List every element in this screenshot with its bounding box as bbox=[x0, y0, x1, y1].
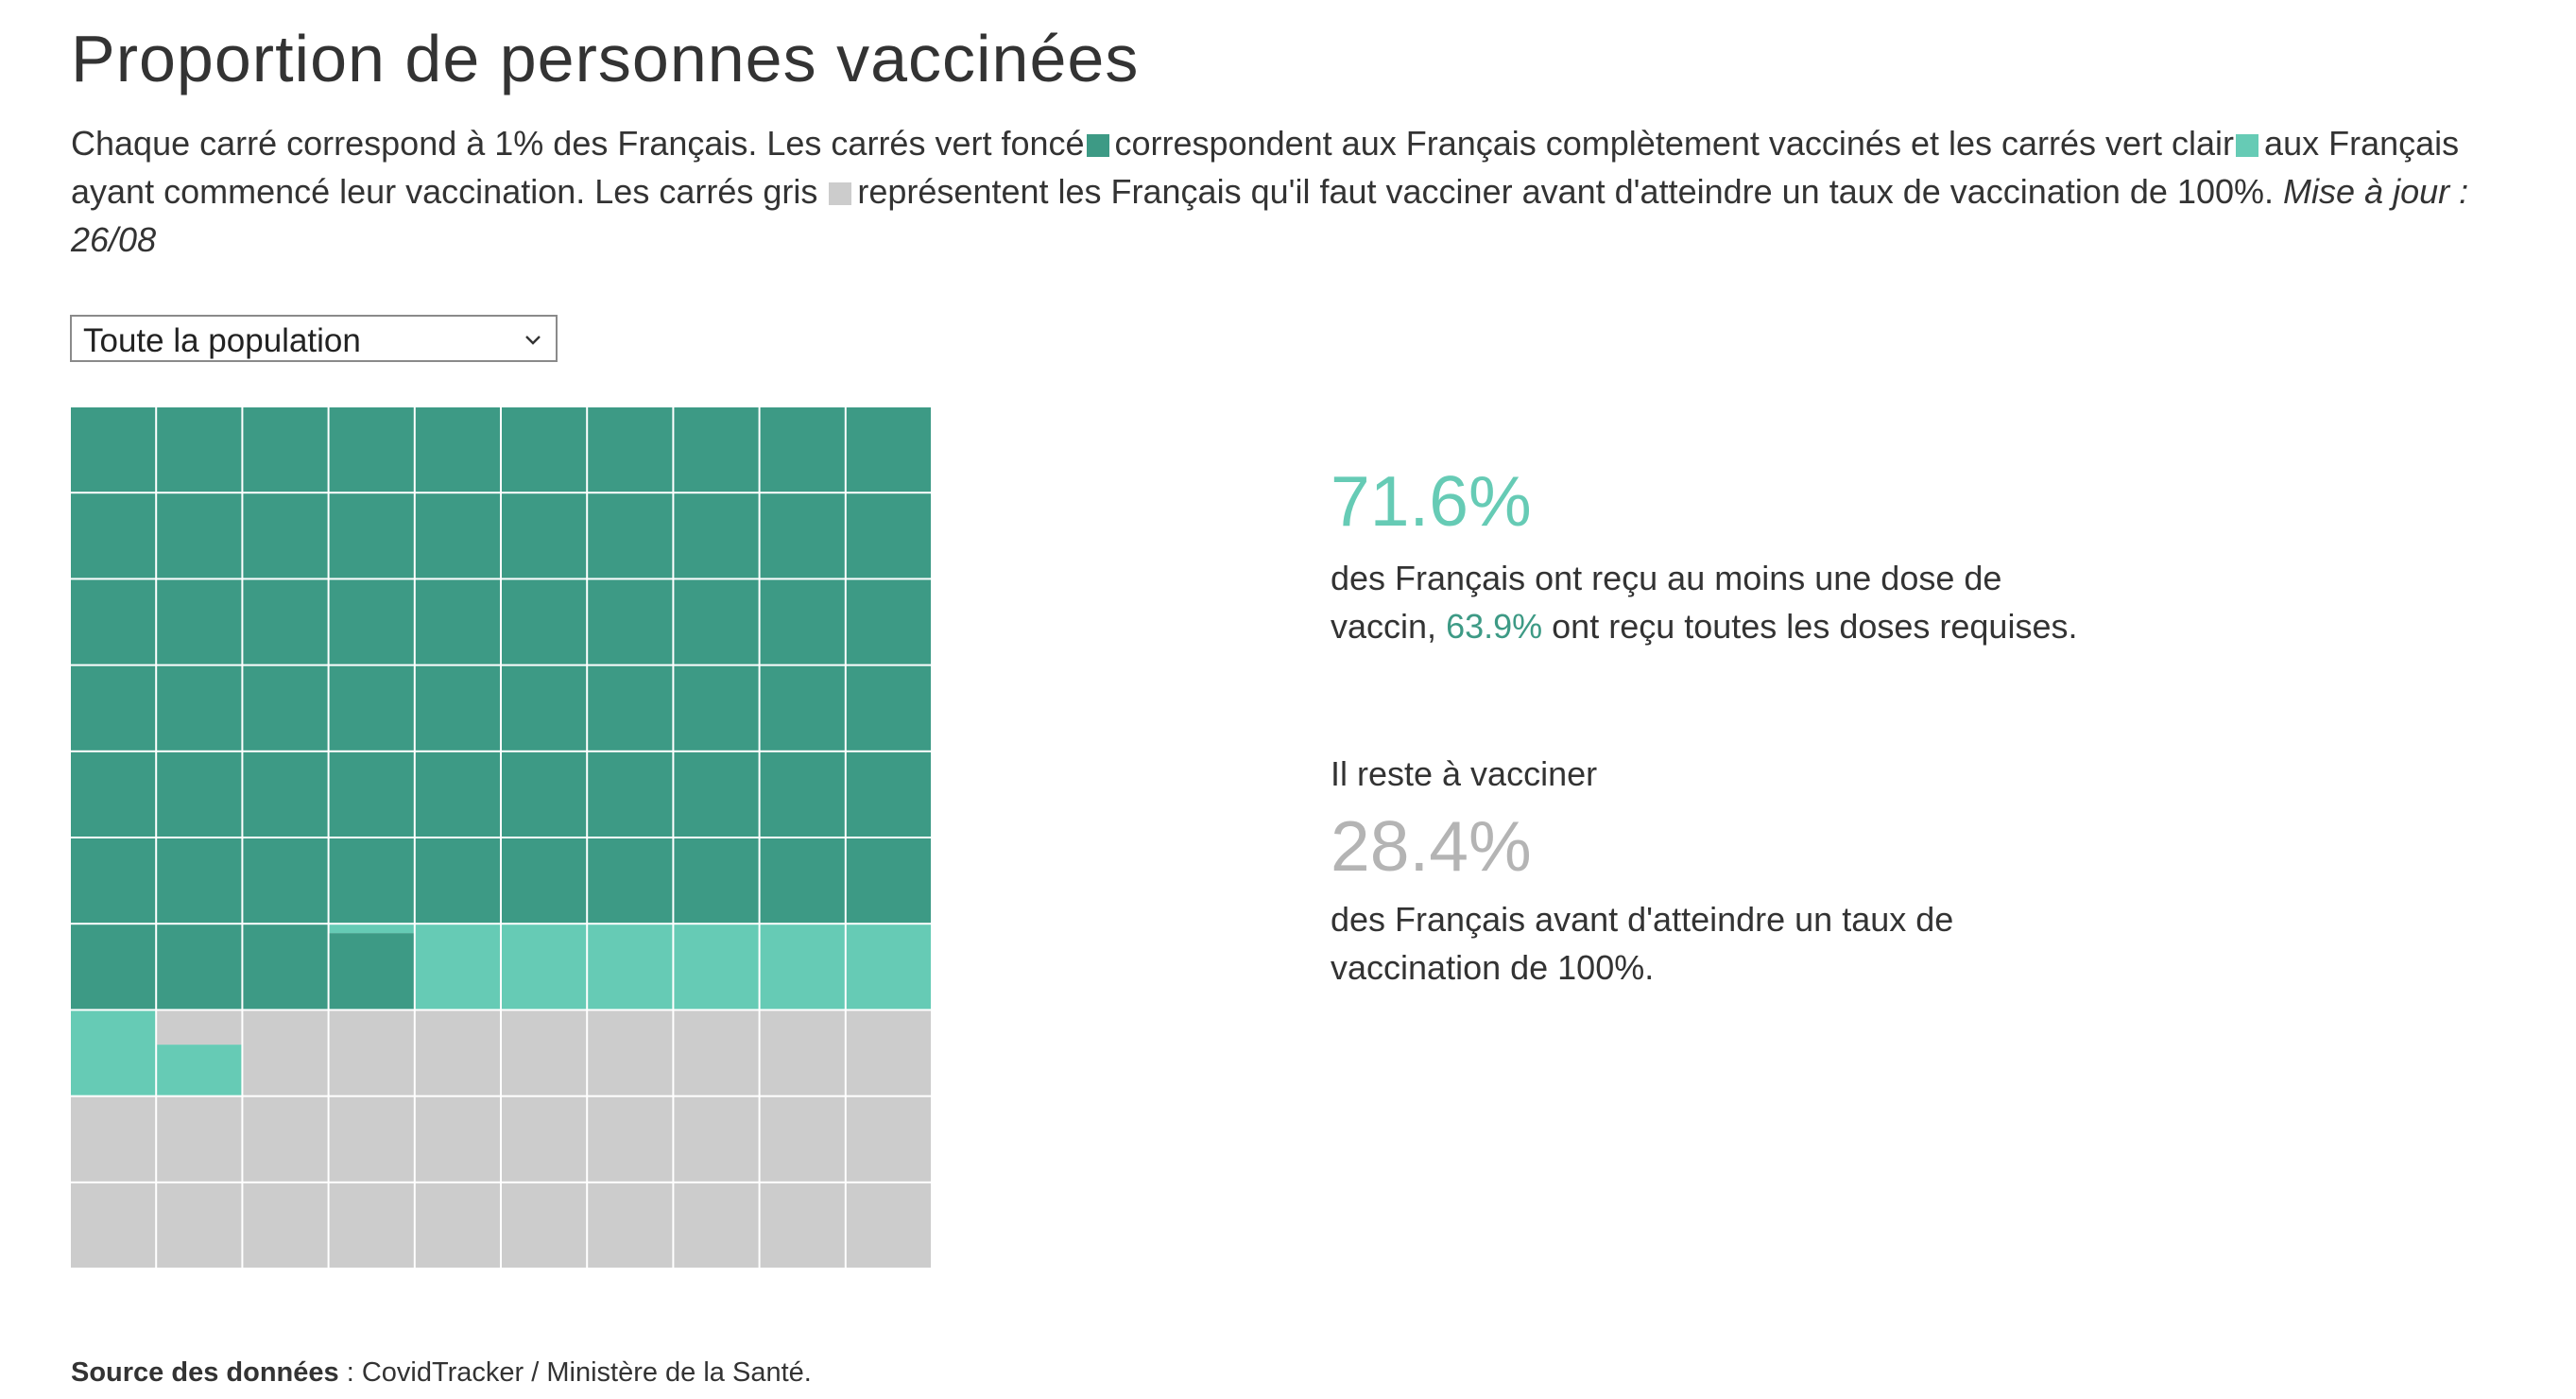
at-least-one-dose-text-1: des Français ont reçu au moins une dose de vaccin, bbox=[1331, 559, 2002, 646]
chevron-down-icon bbox=[522, 328, 544, 351]
waffle-cell-fill bbox=[157, 493, 241, 578]
waffle-cell bbox=[157, 1097, 241, 1182]
waffle-cell bbox=[502, 1010, 586, 1095]
waffle-cell bbox=[243, 1010, 327, 1095]
waffle-cell-fill bbox=[761, 924, 845, 1009]
waffle-cell bbox=[761, 924, 845, 1009]
waffle-cell bbox=[71, 579, 155, 664]
waffle-cell bbox=[761, 1010, 845, 1095]
waffle-cell-fill bbox=[674, 493, 758, 578]
source-label: Source des données bbox=[71, 1357, 339, 1388]
waffle-cell-fill bbox=[157, 1097, 241, 1182]
waffle-cell-fill bbox=[243, 407, 327, 492]
waffle-cell bbox=[674, 407, 758, 492]
waffle-cell bbox=[330, 838, 414, 923]
fully-vaccinated-pct: 63.9% bbox=[1446, 607, 1543, 646]
waffle-cell-fill bbox=[243, 838, 327, 923]
waffle-cell bbox=[330, 924, 414, 1009]
waffle-cell-fill bbox=[416, 579, 500, 664]
waffle-cell-fill bbox=[588, 579, 672, 664]
intro-part-4: représentent les Français qu'il faut vacciner avant d'atteindre un taux de vaccination de 100%. bbox=[857, 172, 2275, 211]
waffle-cell-fill bbox=[330, 1010, 414, 1095]
waffle-cell bbox=[588, 407, 672, 492]
waffle-cell-fill bbox=[761, 1097, 845, 1182]
waffle-cell bbox=[847, 579, 931, 664]
waffle-cell bbox=[502, 1097, 586, 1182]
gray-swatch-icon bbox=[829, 182, 851, 205]
waffle-cell bbox=[71, 752, 155, 837]
waffle-cell-fill bbox=[243, 493, 327, 578]
waffle-cell-fill bbox=[157, 666, 241, 751]
waffle-cell-fill bbox=[502, 579, 586, 664]
waffle-cell-fill bbox=[157, 838, 241, 923]
waffle-cell-fill bbox=[674, 752, 758, 837]
waffle-cell bbox=[847, 838, 931, 923]
waffle-cell-fill bbox=[416, 1183, 500, 1268]
waffle-cell-fill bbox=[502, 752, 586, 837]
remaining-pct: 28.4% bbox=[1331, 806, 1532, 886]
intro-part-2: correspondent aux Français complètement vaccinés et les carrés vert clair bbox=[1114, 124, 2235, 163]
waffle-cell-fill bbox=[71, 838, 155, 923]
waffle-cell bbox=[674, 1183, 758, 1268]
waffle-cell-fill bbox=[761, 666, 845, 751]
waffle-cell bbox=[761, 752, 845, 837]
update-date: Mise à jour : 26/08 bbox=[71, 172, 2469, 259]
waffle-cell-fill bbox=[71, 1183, 155, 1268]
waffle-cell-fill bbox=[588, 1183, 672, 1268]
waffle-cell-fill bbox=[157, 1045, 241, 1096]
waffle-cell-fill bbox=[847, 407, 931, 492]
waffle-cell-fill bbox=[71, 666, 155, 751]
waffle-cell-fill bbox=[157, 1183, 241, 1268]
source-text: : CovidTracker / Ministère de la Santé. bbox=[338, 1357, 812, 1388]
waffle-cell-fill bbox=[847, 493, 931, 578]
waffle-cell bbox=[330, 1010, 414, 1095]
waffle-cell bbox=[416, 579, 500, 664]
intro-text bbox=[71, 119, 2528, 264]
waffle-cell bbox=[674, 666, 758, 751]
waffle-cell-fill bbox=[243, 924, 327, 1009]
waffle-cell-fill bbox=[330, 752, 414, 837]
waffle-cell-fill bbox=[416, 1097, 500, 1182]
waffle-cell bbox=[674, 752, 758, 837]
waffle-cell-fill bbox=[330, 493, 414, 578]
waffle-cell-fill bbox=[243, 666, 327, 751]
waffle-cell-fill bbox=[674, 666, 758, 751]
waffle-cell-fill bbox=[416, 407, 500, 492]
waffle-cell bbox=[243, 1183, 327, 1268]
waffle-cell bbox=[847, 1183, 931, 1268]
waffle-cell-fill bbox=[588, 1010, 672, 1095]
waffle-cell bbox=[502, 579, 586, 664]
waffle-cell-fill bbox=[502, 1010, 586, 1095]
waffle-cell-fill bbox=[71, 1097, 155, 1182]
waffle-cell bbox=[416, 838, 500, 923]
waffle-cell-fill bbox=[761, 579, 845, 664]
waffle-cell bbox=[157, 407, 241, 492]
waffle-cell bbox=[761, 493, 845, 578]
waffle-cell-fill bbox=[761, 838, 845, 923]
waffle-cell bbox=[157, 752, 241, 837]
waffle-cell-fill bbox=[416, 924, 500, 1009]
waffle-cell-fill bbox=[330, 838, 414, 923]
waffle-cell-fill bbox=[847, 924, 931, 1009]
waffle-cell bbox=[157, 666, 241, 751]
waffle-cell bbox=[157, 838, 241, 923]
waffle-cell bbox=[847, 666, 931, 751]
waffle-cell bbox=[243, 1097, 327, 1182]
waffle-cell bbox=[71, 924, 155, 1009]
waffle-cell-fill bbox=[847, 1183, 931, 1268]
waffle-cell bbox=[502, 1183, 586, 1268]
waffle-cell bbox=[243, 666, 327, 751]
waffle-cell-fill bbox=[588, 407, 672, 492]
waffle-cell bbox=[243, 493, 327, 578]
waffle-cell bbox=[761, 1183, 845, 1268]
waffle-cell bbox=[71, 493, 155, 578]
waffle-cell-fill bbox=[416, 666, 500, 751]
waffle-cell bbox=[71, 1183, 155, 1268]
waffle-cell-fill bbox=[761, 752, 845, 837]
waffle-cell-fill bbox=[761, 1183, 845, 1268]
waffle-cell-fill bbox=[674, 1097, 758, 1182]
waffle-cell-fill bbox=[71, 1010, 155, 1095]
waffle-cell bbox=[674, 493, 758, 578]
waffle-cell bbox=[71, 666, 155, 751]
waffle-cell bbox=[502, 752, 586, 837]
waffle-cell bbox=[330, 1183, 414, 1268]
waffle-cell bbox=[416, 752, 500, 837]
waffle-cell-fill bbox=[243, 752, 327, 837]
waffle-cell-fill bbox=[157, 752, 241, 837]
waffle-cell-fill bbox=[157, 579, 241, 664]
waffle-cell bbox=[330, 666, 414, 751]
waffle-cell bbox=[243, 407, 327, 492]
waffle-cell bbox=[416, 924, 500, 1009]
waffle-cell bbox=[674, 1010, 758, 1095]
waffle-cell-fill bbox=[330, 1097, 414, 1182]
waffle-cell bbox=[588, 1010, 672, 1095]
population-select[interactable] bbox=[70, 315, 558, 362]
waffle-cell bbox=[761, 579, 845, 664]
waffle-cell-fill bbox=[243, 579, 327, 664]
waffle-cell-fill bbox=[330, 666, 414, 751]
waffle-cell bbox=[330, 1097, 414, 1182]
waffle-cell-fill bbox=[330, 1183, 414, 1268]
waffle-cell-fill bbox=[502, 407, 586, 492]
waffle-cell bbox=[847, 924, 931, 1009]
waffle-cell bbox=[674, 579, 758, 664]
waffle-cell-fill bbox=[416, 838, 500, 923]
waffle-cell-fill bbox=[71, 579, 155, 664]
at-least-one-dose-text-2: ont reçu toutes les doses requises. bbox=[1552, 607, 2078, 646]
waffle-cell-fill bbox=[330, 579, 414, 664]
waffle-cell-fill bbox=[416, 752, 500, 837]
waffle-cell-fill bbox=[761, 493, 845, 578]
waffle-cell-fill bbox=[674, 838, 758, 923]
waffle-cell bbox=[674, 838, 758, 923]
waffle-cell bbox=[674, 1097, 758, 1182]
waffle-cell-fill bbox=[588, 752, 672, 837]
waffle-cell-fill bbox=[502, 1183, 586, 1268]
waffle-cell bbox=[502, 407, 586, 492]
waffle-cell bbox=[416, 1097, 500, 1182]
waffle-cell bbox=[674, 924, 758, 1009]
waffle-cell bbox=[588, 1097, 672, 1182]
waffle-cell bbox=[71, 407, 155, 492]
waffle-cell-fill bbox=[330, 924, 414, 933]
waffle-cell-fill bbox=[243, 1097, 327, 1182]
waffle-cell-fill bbox=[416, 493, 500, 578]
waffle-cell bbox=[416, 407, 500, 492]
waffle-cell-fill bbox=[71, 752, 155, 837]
waffle-cell bbox=[71, 838, 155, 923]
remaining-label: Il reste à vacciner bbox=[1331, 754, 1598, 793]
waffle-cell-fill bbox=[243, 1010, 327, 1095]
waffle-cell bbox=[502, 666, 586, 751]
waffle-cell bbox=[502, 924, 586, 1009]
waffle-cell bbox=[157, 1183, 241, 1268]
waffle-cell bbox=[243, 579, 327, 664]
at-least-one-dose-text bbox=[1331, 554, 2105, 650]
waffle-cell bbox=[330, 752, 414, 837]
waffle-cell-fill bbox=[674, 924, 758, 1009]
waffle-cell bbox=[157, 579, 241, 664]
waffle-cell bbox=[157, 924, 241, 1009]
waffle-cell bbox=[157, 493, 241, 578]
waffle-cell-fill bbox=[157, 1010, 241, 1045]
waffle-cell bbox=[847, 1097, 931, 1182]
remaining-text: des Français avant d'atteindre un taux de vaccination de 100%. bbox=[1331, 900, 1954, 987]
waffle-cell bbox=[847, 407, 931, 492]
waffle-cell bbox=[588, 838, 672, 923]
waffle-cell bbox=[847, 752, 931, 837]
waffle-cell bbox=[847, 1010, 931, 1095]
waffle-cell-fill bbox=[502, 666, 586, 751]
waffle-cell-fill bbox=[847, 1010, 931, 1095]
waffle-cell-fill bbox=[674, 1183, 758, 1268]
waffle-cell-fill bbox=[330, 933, 414, 1009]
waffle-cell bbox=[71, 1097, 155, 1182]
light-green-swatch-icon bbox=[2236, 134, 2258, 157]
waffle-cell-fill bbox=[502, 493, 586, 578]
waffle-cell bbox=[761, 1097, 845, 1182]
waffle-cell-fill bbox=[588, 666, 672, 751]
waffle-cell-fill bbox=[588, 493, 672, 578]
page-title: Proportion de personnes vaccinées bbox=[71, 22, 1140, 95]
waffle-cell bbox=[588, 493, 672, 578]
waffle-cell bbox=[157, 1010, 241, 1095]
waffle-cell-fill bbox=[588, 924, 672, 1009]
waffle-cell bbox=[330, 579, 414, 664]
waffle-cell bbox=[588, 752, 672, 837]
waffle-cell bbox=[330, 407, 414, 492]
waffle-cell bbox=[761, 666, 845, 751]
waffle-cell bbox=[761, 838, 845, 923]
waffle-cell bbox=[847, 493, 931, 578]
waffle-cell-fill bbox=[674, 579, 758, 664]
waffle-cell-fill bbox=[761, 1010, 845, 1095]
waffle-cell-fill bbox=[157, 924, 241, 1009]
waffle-cell-fill bbox=[847, 838, 931, 923]
waffle-cell bbox=[416, 666, 500, 751]
waffle-cell-fill bbox=[502, 838, 586, 923]
waffle-cell bbox=[761, 407, 845, 492]
dark-green-swatch-icon bbox=[1087, 134, 1109, 157]
waffle-cell bbox=[588, 924, 672, 1009]
source-line bbox=[71, 1357, 812, 1389]
intro-part-3: aux Français ayant commencé leur vaccination. Les carrés gris bbox=[71, 124, 2460, 211]
waffle-cell-fill bbox=[71, 924, 155, 1009]
waffle-cell bbox=[71, 1010, 155, 1095]
waffle-cell-fill bbox=[416, 1010, 500, 1095]
waffle-cell-fill bbox=[847, 752, 931, 837]
waffle-cell-fill bbox=[71, 493, 155, 578]
waffle-cell bbox=[243, 752, 327, 837]
waffle-cell-fill bbox=[588, 838, 672, 923]
waffle-cell bbox=[588, 666, 672, 751]
at-least-one-dose-pct: 71.6% bbox=[1331, 461, 1532, 541]
waffle-cell-fill bbox=[761, 407, 845, 492]
waffle-cell-fill bbox=[502, 924, 586, 1009]
waffle-cell-fill bbox=[330, 407, 414, 492]
waffle-cell bbox=[243, 924, 327, 1009]
waffle-cell-fill bbox=[847, 666, 931, 751]
waffle-cell bbox=[416, 1183, 500, 1268]
waffle-cell bbox=[330, 493, 414, 578]
waffle-cell-fill bbox=[71, 407, 155, 492]
waffle-cell bbox=[416, 493, 500, 578]
waffle-cell-fill bbox=[157, 407, 241, 492]
waffle-cell-fill bbox=[847, 579, 931, 664]
waffle-cell bbox=[588, 579, 672, 664]
waffle-cell bbox=[243, 838, 327, 923]
waffle-cell-fill bbox=[243, 1183, 327, 1268]
waffle-cell-fill bbox=[502, 1097, 586, 1182]
waffle-cell bbox=[502, 493, 586, 578]
waffle-chart bbox=[71, 407, 933, 1269]
population-select-value: Toute la population bbox=[83, 322, 361, 359]
waffle-cell-fill bbox=[588, 1097, 672, 1182]
waffle-cell-fill bbox=[847, 1097, 931, 1182]
waffle-cell-fill bbox=[674, 407, 758, 492]
intro-part-1: Chaque carré correspond à 1% des Français. Les carrés vert foncé bbox=[71, 124, 1085, 163]
waffle-cell bbox=[416, 1010, 500, 1095]
waffle-cell bbox=[588, 1183, 672, 1268]
waffle-cell-fill bbox=[674, 1010, 758, 1095]
waffle-cell bbox=[502, 838, 586, 923]
